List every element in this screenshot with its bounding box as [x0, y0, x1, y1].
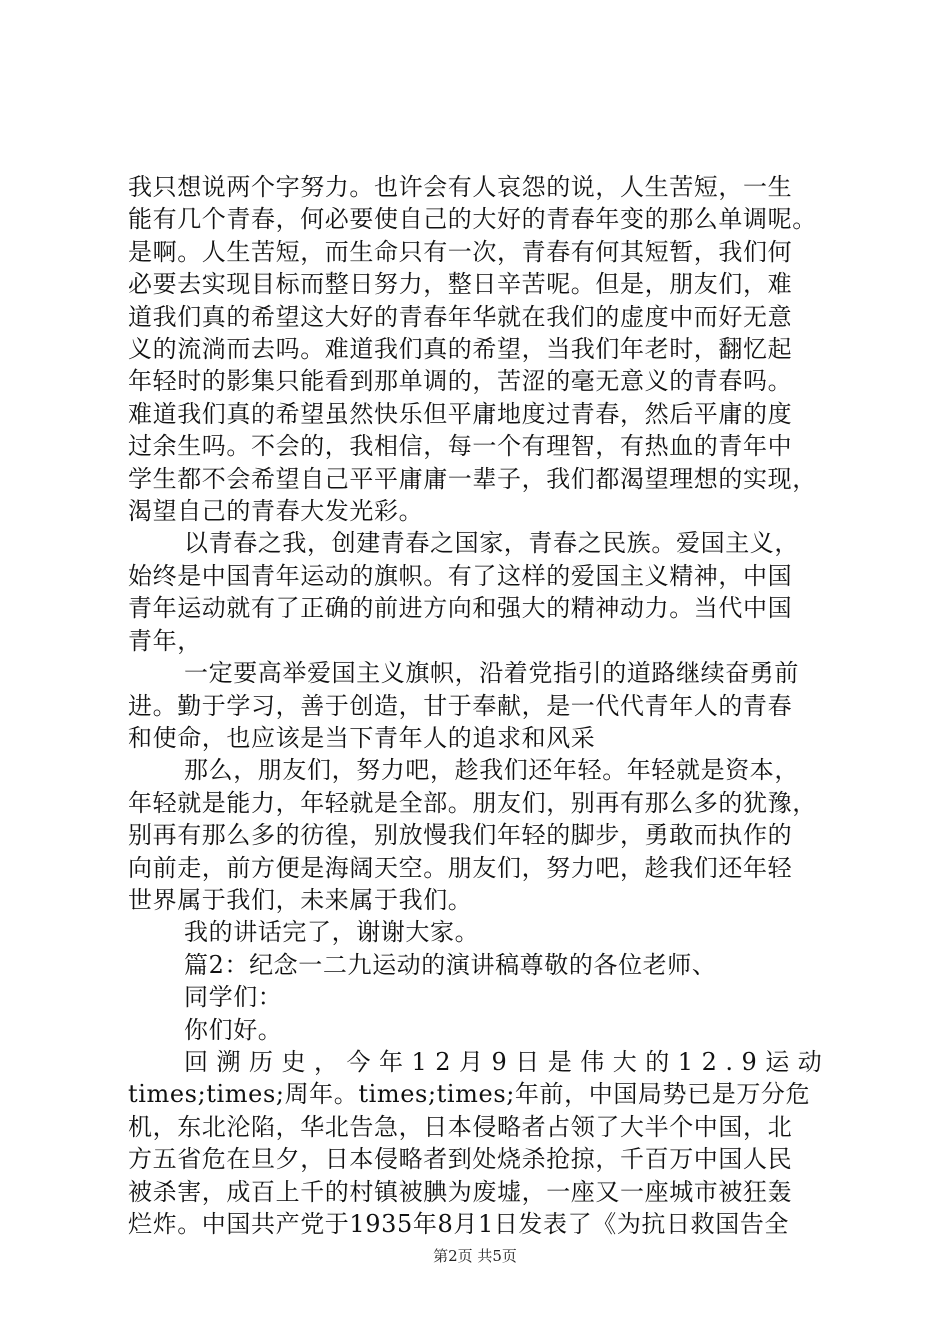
text-line: 和使命，也应该是当下青年人的追求和风采 — [128, 723, 596, 752]
text-line: 道我们真的希望这大好的青春年华就在我们的虚度中而好无意 — [128, 302, 793, 331]
text-line: 年轻时的影集只能看到那单调的，苦涩的毫无意义的青春吗。 — [128, 367, 793, 396]
text-line: 我只想说两个字努力。也许会有人哀怨的说，人生苦短，一生 — [128, 173, 793, 201]
text-line: 烂炸。中国共产党于1935年8月1日发表了《为抗日救国告全 — [128, 1210, 790, 1238]
text-line: 渴望自己的青春大发光彩。 — [128, 497, 424, 526]
text-line: 青年， — [128, 626, 202, 655]
document-body — [128, 171, 830, 1240]
page-number-footer: 第2页 共5页 — [433, 1247, 517, 1265]
text-line: 机，东北沦陷，华北告急，日本侵略者占领了大半个中国，北 — [128, 1112, 793, 1141]
text-line: 年轻就是能力，年轻就是全部。朋友们，别再有那么多的犹豫， — [128, 788, 817, 817]
text-line: times;times;周年。times;times;年前，中国局势已是万分危 — [128, 1080, 811, 1109]
text-line: 必要去实现目标而整日努力，整日辛苦呢。但是，朋友们，难 — [128, 270, 793, 299]
paragraph-start-line: 那么，朋友们，努力吧，趁我们还年轻。年轻就是资本， — [184, 756, 799, 785]
paragraph-start-line: 我的讲话完了，谢谢大家。 — [184, 918, 480, 947]
text-line: 被杀害，成百上千的村镇被腆为废墟，一座又一座城市被狂轰 — [128, 1177, 793, 1206]
text-line: 别再有那么多的彷徨，别放慢我们年轻的脚步，勇敢而执作的 — [128, 821, 793, 850]
section-heading-line: 篇2：纪念一二九运动的演讲稿尊敬的各位老师、 — [184, 950, 717, 979]
text-line: 向前走，前方便是海阔天空。朋友们，努力吧，趁我们还年轻 — [128, 853, 793, 882]
text-line: 是啊。人生苦短，而生命只有一次，青春有何其短暂，我们何 — [128, 237, 793, 266]
paragraph-start-line: 回溯历史，今年12月9日是伟大的12.9运动 — [184, 1047, 831, 1076]
text-line: 过余生吗。不会的，我相信，每一个有理智，有热血的青年中 — [128, 432, 793, 461]
text-line: 能有几个青春，何必要使自己的大好的青春年变的那么单调呢。 — [128, 205, 817, 234]
text-line: 世界属于我们，未来属于我们。 — [128, 885, 473, 914]
paragraph-start-line: 以青春之我，创建青春之国家，青春之民族。爱国主义， — [184, 529, 799, 558]
text-line: 青年运动就有了正确的前进方向和强大的精神动力。当代中国 — [128, 594, 793, 623]
text-line: 始终是中国青年运动的旗帜。有了这样的爱国主义精神，中国 — [128, 561, 793, 590]
text-line: 难道我们真的希望虽然快乐但平庸地度过青春，然后平庸的度 — [128, 399, 793, 428]
text-line: 方五省危在旦夕，日本侵略者到处烧杀抢掠，千百万中国人民 — [128, 1145, 793, 1174]
paragraph-start-line: 一定要高举爱国主义旗帜，沿着党指引的道路继续奋勇前 — [184, 659, 799, 688]
text-line: 学生都不会希望自己平平庸庸一辈子，我们都渴望理想的实现， — [128, 464, 817, 493]
salutation-line: 同学们： — [184, 983, 283, 1012]
greeting-line: 你们好。 — [184, 1015, 283, 1044]
text-line: 义的流淌而去吗。难道我们真的希望，当我们年老时，翻忆起 — [128, 335, 793, 364]
text-line: 进。勤于学习，善于创造，甘于奉献，是一代代青年人的青春 — [128, 691, 793, 720]
